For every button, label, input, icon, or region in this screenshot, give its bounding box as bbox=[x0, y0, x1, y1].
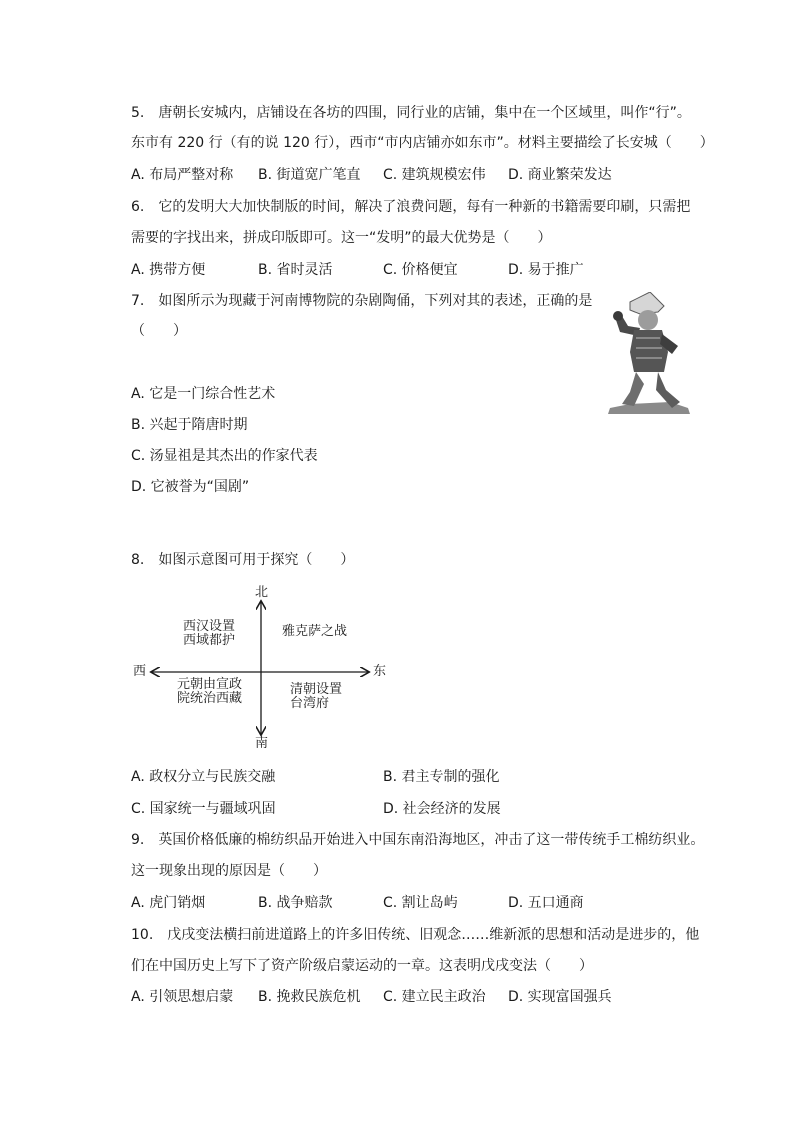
diagram-se-line2: 台湾府 bbox=[290, 696, 330, 711]
q8-stem-line1: 8. 如图示意图可用于探究（ ） bbox=[131, 552, 355, 568]
q6-stem-line2: 需要的字找出来，拼成印版即可。这一“发明”的最大优势是（ ） bbox=[131, 230, 552, 246]
q7-option-d: D. 它被誉为“国剧” bbox=[131, 479, 250, 495]
q5-stem-line2: 东市有 220 行（有的说 120 行），西市“市内店铺亦如东市”。材料主要描绘了长安城（ ） bbox=[131, 135, 714, 151]
q5-option-a: A. 布局严整对称 bbox=[131, 167, 234, 183]
q5-stem-line1: 5. 唐朝长安城内，店铺设在各坊的四围，同行业的店铺，集中在一个区域里，叫作“行”。 bbox=[131, 105, 691, 121]
diagram-east-label: 东 bbox=[373, 664, 387, 679]
q6-option-b: B. 省时灵活 bbox=[258, 262, 333, 278]
diagram-south-label: 南 bbox=[255, 736, 269, 751]
opera-figurine-image bbox=[600, 292, 696, 420]
q9-option-d: D. 五口通商 bbox=[508, 895, 584, 911]
q5-option-c: C. 建筑规模宏伟 bbox=[383, 167, 486, 183]
diagram-se-line1: 清朝设置 bbox=[290, 682, 343, 697]
q7-option-b: B. 兴起于隋唐时期 bbox=[131, 417, 248, 433]
q10-option-b: B. 挽救民族危机 bbox=[258, 989, 361, 1005]
q8-option-b: B. 君主专制的强化 bbox=[383, 769, 500, 785]
q5-option-b: B. 街道宽广笔直 bbox=[258, 167, 361, 183]
q10-stem-line2: 们在中国历史上写下了资产阶级启蒙运动的一章。这表明戊戌变法（ ） bbox=[131, 958, 593, 974]
diagram-nw-line2: 西域都护 bbox=[183, 633, 236, 648]
q6-option-d: D. 易于推广 bbox=[508, 262, 584, 278]
diagram-sw-line1: 元朝由宣政 bbox=[177, 677, 243, 692]
q9-stem-line2: 这一现象出现的原因是（ ） bbox=[131, 863, 327, 879]
q8-option-c: C. 国家统一与疆域巩固 bbox=[131, 801, 276, 817]
q9-option-c: C. 割让岛屿 bbox=[383, 895, 458, 911]
diagram-north-label: 北 bbox=[255, 585, 269, 600]
q7-stem-line2: （ ） bbox=[131, 323, 187, 339]
q9-option-a: A. 虎门销烟 bbox=[131, 895, 206, 911]
diagram-sw-line2: 院统治西藏 bbox=[177, 691, 243, 706]
q7-stem-line1: 7. 如图所示为现藏于河南博物院的杂剧陶俑，下列对其的表述，正确的是 bbox=[131, 293, 593, 309]
q9-option-b: B. 战争赔款 bbox=[258, 895, 333, 911]
direction-diagram bbox=[140, 585, 400, 758]
diagram-ne-label: 雅克萨之战 bbox=[282, 624, 348, 639]
q10-option-c: C. 建立民主政治 bbox=[383, 989, 486, 1005]
q6-option-c: C. 价格便宜 bbox=[383, 262, 458, 278]
q10-option-a: A. 引领思想启蒙 bbox=[131, 989, 234, 1005]
q7-option-a: A. 它是一门综合性艺术 bbox=[131, 386, 276, 402]
q7-option-c: C. 汤显祖是其杰出的作家代表 bbox=[131, 448, 318, 464]
q10-stem-line1: 10. 戊戌变法横扫前进道路上的许多旧传统、旧观念……维新派的思想和活动是进步的，他 bbox=[131, 927, 700, 943]
q9-stem-line1: 9. 英国价格低廉的棉纺织品开始进入中国东南沿海地区，冲击了这一带传统手工棉纺织业。 bbox=[131, 832, 705, 848]
q6-stem-line1: 6. 它的发明大大加快制版的时间，解决了浪费问题，每有一种新的书籍需要印刷，只需把 bbox=[131, 199, 691, 215]
diagram-west-label: 西 bbox=[133, 664, 147, 679]
q8-option-d: D. 社会经济的发展 bbox=[383, 801, 501, 817]
q5-option-d: D. 商业繁荣发达 bbox=[508, 167, 612, 183]
q6-option-a: A. 携带方便 bbox=[131, 262, 206, 278]
diagram-nw-line1: 西汉设置 bbox=[183, 619, 236, 634]
q8-option-a: A. 政权分立与民族交融 bbox=[131, 769, 276, 785]
q10-option-d: D. 实现富国强兵 bbox=[508, 989, 612, 1005]
